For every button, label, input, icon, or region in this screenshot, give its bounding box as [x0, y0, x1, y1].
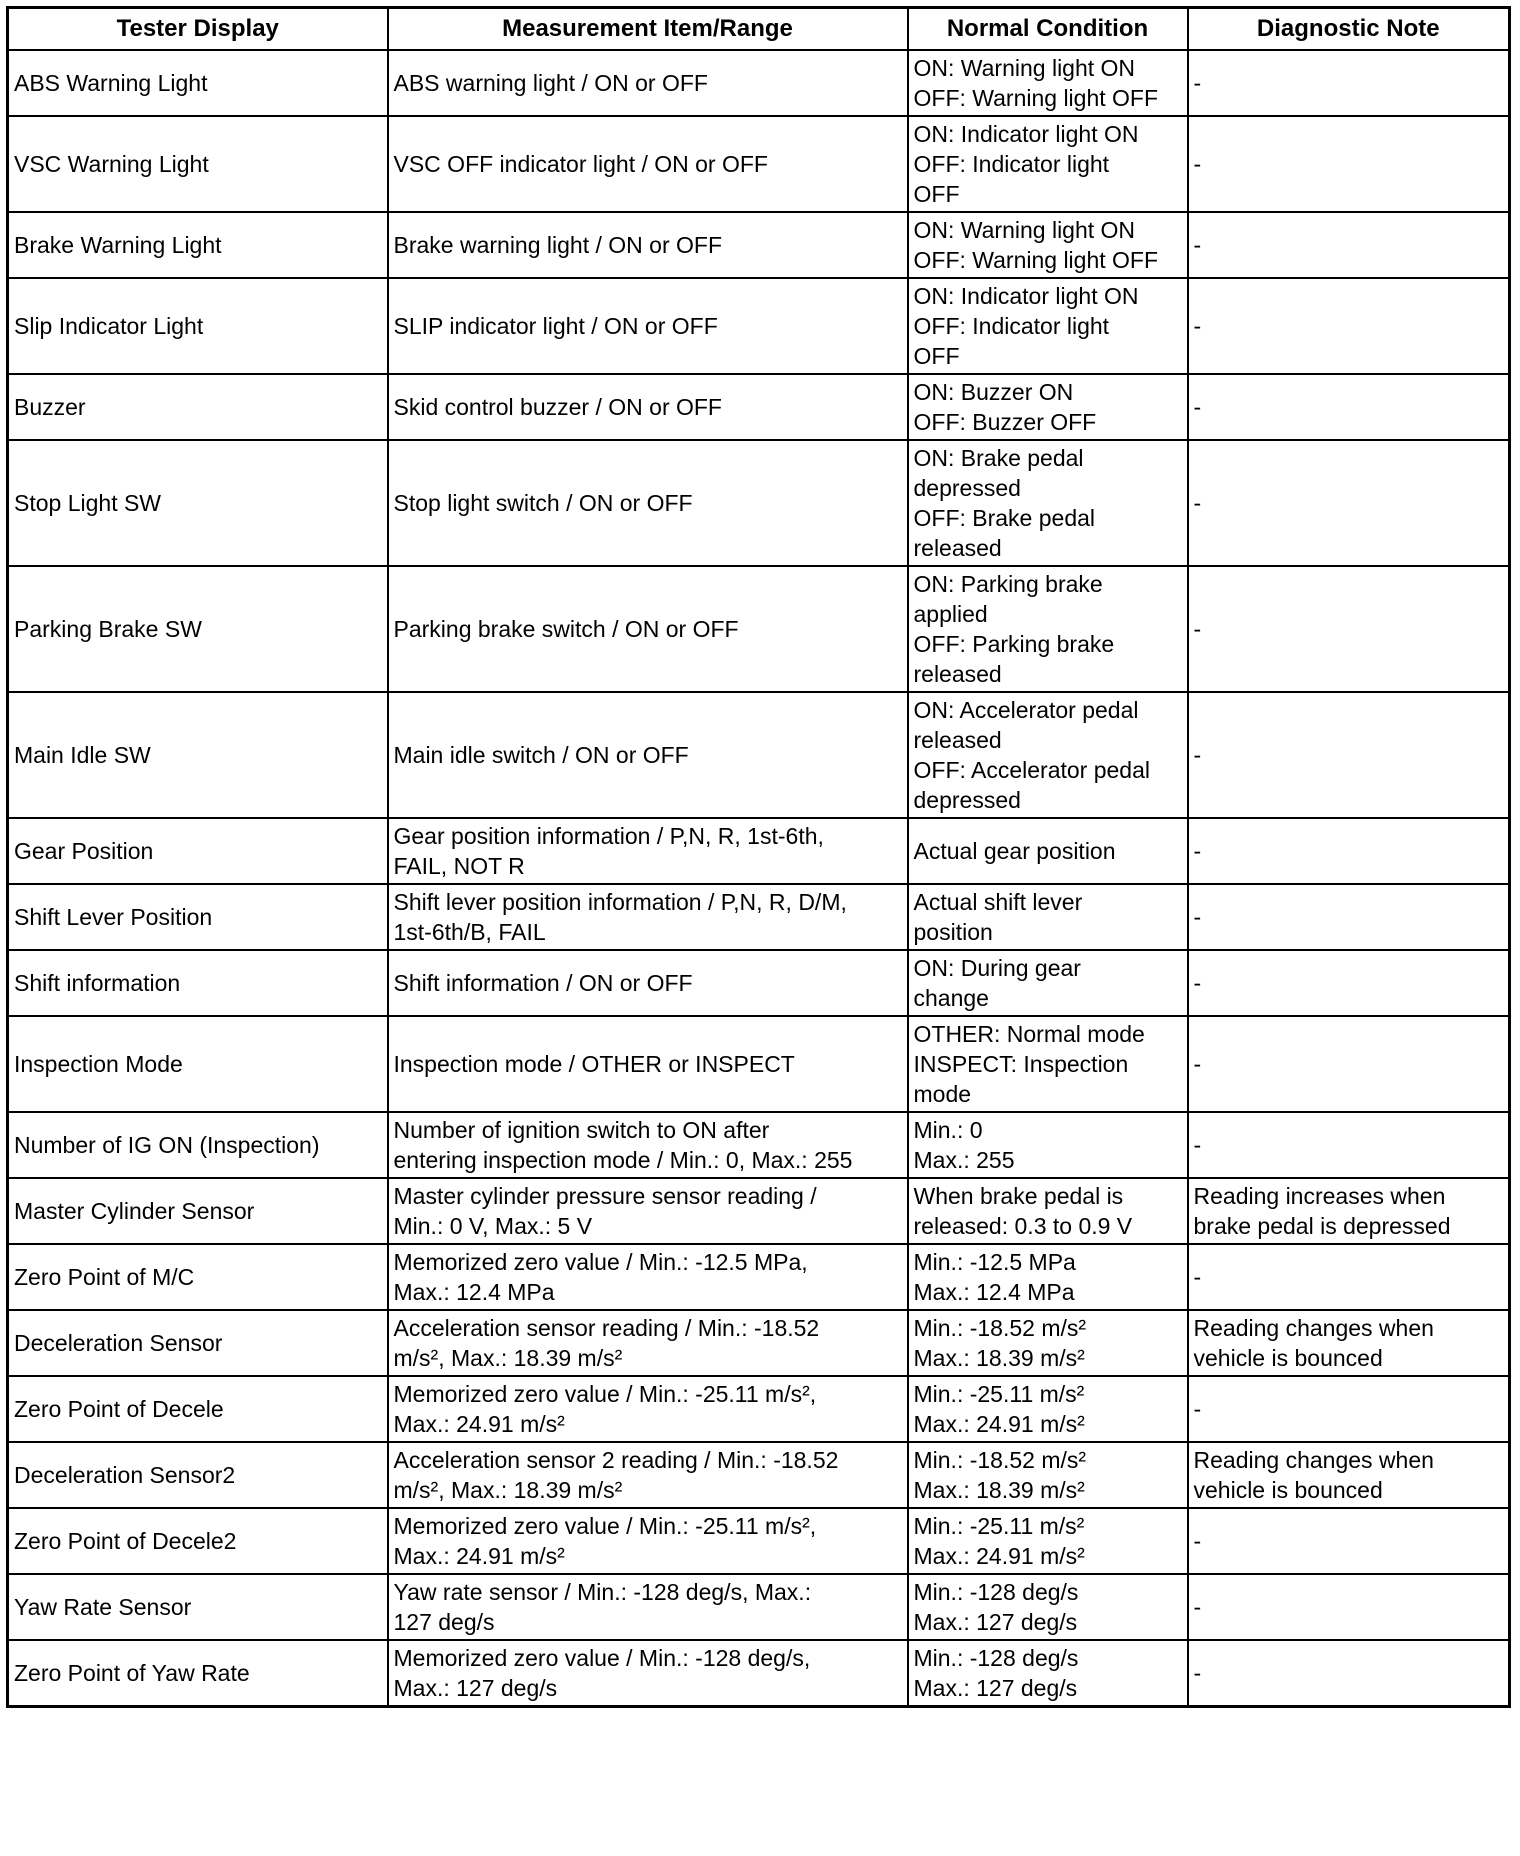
table-row	[8, 212, 1510, 278]
cell-tester-display: Brake Warning Light	[8, 212, 388, 278]
cell-diagnostic-note: -	[1188, 692, 1510, 818]
cell-diagnostic-note: -	[1188, 116, 1510, 212]
cell-tester-display: Zero Point of Decele2	[8, 1508, 388, 1574]
cell-measurement-item: Acceleration sensor reading / Min.: -18.52 m/s², Max.: 18.39 m/s²	[388, 1310, 908, 1376]
cell-diagnostic-note: -	[1188, 1016, 1510, 1112]
cell-tester-display: Zero Point of Decele	[8, 1376, 388, 1442]
cell-measurement-item: Stop light switch / ON or OFF	[388, 440, 908, 566]
table-row	[8, 1310, 1510, 1376]
cell-tester-display: Zero Point of Yaw Rate	[8, 1640, 388, 1707]
cell-diagnostic-note: -	[1188, 1640, 1510, 1707]
cell-diagnostic-note: -	[1188, 440, 1510, 566]
cell-measurement-item: SLIP indicator light / ON or OFF	[388, 278, 908, 374]
table-row	[8, 1574, 1510, 1640]
cell-diagnostic-note: -	[1188, 1574, 1510, 1640]
cell-measurement-item: Master cylinder pressure sensor reading / Min.: 0 V, Max.: 5 V	[388, 1178, 908, 1244]
cell-measurement-item: Inspection mode / OTHER or INSPECT	[388, 1016, 908, 1112]
cell-measurement-item: Gear position information / P,N, R, 1st-6th, FAIL, NOT R	[388, 818, 908, 884]
cell-measurement-item: VSC OFF indicator light / ON or OFF	[388, 116, 908, 212]
cell-tester-display: Deceleration Sensor2	[8, 1442, 388, 1508]
cell-measurement-item: ABS warning light / ON or OFF	[388, 50, 908, 116]
cell-diagnostic-note: -	[1188, 1244, 1510, 1310]
cell-diagnostic-note: -	[1188, 818, 1510, 884]
table-row	[8, 692, 1510, 818]
cell-normal-condition: Actual gear position	[908, 818, 1188, 884]
cell-normal-condition: OTHER: Normal mode INSPECT: Inspection mode	[908, 1016, 1188, 1112]
table-row	[8, 566, 1510, 692]
cell-measurement-item: Shift lever position information / P,N, R, D/M, 1st-6th/B, FAIL	[388, 884, 908, 950]
cell-diagnostic-note: -	[1188, 50, 1510, 116]
cell-diagnostic-note: -	[1188, 566, 1510, 692]
cell-normal-condition: ON: Warning light ON OFF: Warning light OFF	[908, 50, 1188, 116]
cell-measurement-item: Skid control buzzer / ON or OFF	[388, 374, 908, 440]
table-row	[8, 1640, 1510, 1707]
cell-tester-display: VSC Warning Light	[8, 116, 388, 212]
cell-diagnostic-note: -	[1188, 212, 1510, 278]
table-row	[8, 50, 1510, 116]
header-diagnostic-note: Diagnostic Note	[1188, 8, 1510, 51]
cell-measurement-item: Number of ignition switch to ON after entering inspection mode / Min.: 0, Max.: 255	[388, 1112, 908, 1178]
cell-diagnostic-note: -	[1188, 1112, 1510, 1178]
cell-tester-display: Parking Brake SW	[8, 566, 388, 692]
cell-normal-condition: When brake pedal is released: 0.3 to 0.9 V	[908, 1178, 1188, 1244]
table-header	[8, 8, 1510, 51]
cell-measurement-item: Acceleration sensor 2 reading / Min.: -18.52 m/s², Max.: 18.39 m/s²	[388, 1442, 908, 1508]
cell-diagnostic-note: Reading changes when vehicle is bounced	[1188, 1310, 1510, 1376]
cell-tester-display: Stop Light SW	[8, 440, 388, 566]
cell-tester-display: Shift information	[8, 950, 388, 1016]
cell-normal-condition: Min.: -12.5 MPa Max.: 12.4 MPa	[908, 1244, 1188, 1310]
cell-normal-condition: Min.: -25.11 m/s² Max.: 24.91 m/s²	[908, 1376, 1188, 1442]
cell-normal-condition: ON: Indicator light ON OFF: Indicator light OFF	[908, 116, 1188, 212]
cell-tester-display: Inspection Mode	[8, 1016, 388, 1112]
table-row	[8, 278, 1510, 374]
cell-normal-condition: ON: Accelerator pedal released OFF: Accelerator pedal depressed	[908, 692, 1188, 818]
table-row	[8, 1178, 1510, 1244]
table-row	[8, 1112, 1510, 1178]
header-measurement-item: Measurement Item/Range	[388, 8, 908, 51]
cell-diagnostic-note: -	[1188, 1508, 1510, 1574]
cell-measurement-item: Shift information / ON or OFF	[388, 950, 908, 1016]
table-row	[8, 884, 1510, 950]
header-tester-display: Tester Display	[8, 8, 388, 51]
cell-normal-condition: Min.: -18.52 m/s² Max.: 18.39 m/s²	[908, 1442, 1188, 1508]
table-row	[8, 374, 1510, 440]
table-row	[8, 1016, 1510, 1112]
document-page	[6, 6, 1508, 1708]
cell-tester-display: Number of IG ON (Inspection)	[8, 1112, 388, 1178]
cell-tester-display: Zero Point of M/C	[8, 1244, 388, 1310]
cell-normal-condition: Min.: 0 Max.: 255	[908, 1112, 1188, 1178]
cell-tester-display: Gear Position	[8, 818, 388, 884]
cell-tester-display: ABS Warning Light	[8, 50, 388, 116]
cell-diagnostic-note: -	[1188, 884, 1510, 950]
cell-tester-display: Slip Indicator Light	[8, 278, 388, 374]
cell-normal-condition: ON: Warning light ON OFF: Warning light OFF	[908, 212, 1188, 278]
cell-diagnostic-note: Reading changes when vehicle is bounced	[1188, 1442, 1510, 1508]
table-row	[8, 1244, 1510, 1310]
cell-normal-condition: Min.: -128 deg/s Max.: 127 deg/s	[908, 1640, 1188, 1707]
cell-measurement-item: Memorized zero value / Min.: -128 deg/s, Max.: 127 deg/s	[388, 1640, 908, 1707]
table-row	[8, 1442, 1510, 1508]
cell-normal-condition: ON: Buzzer ON OFF: Buzzer OFF	[908, 374, 1188, 440]
cell-normal-condition: ON: During gear change	[908, 950, 1188, 1016]
cell-tester-display: Buzzer	[8, 374, 388, 440]
cell-measurement-item: Memorized zero value / Min.: -12.5 MPa, Max.: 12.4 MPa	[388, 1244, 908, 1310]
cell-normal-condition: ON: Parking brake applied OFF: Parking brake released	[908, 566, 1188, 692]
cell-tester-display: Master Cylinder Sensor	[8, 1178, 388, 1244]
cell-diagnostic-note: -	[1188, 278, 1510, 374]
table-body	[8, 50, 1510, 1707]
header-normal-condition: Normal Condition	[908, 8, 1188, 51]
cell-tester-display: Shift Lever Position	[8, 884, 388, 950]
cell-measurement-item: Memorized zero value / Min.: -25.11 m/s², Max.: 24.91 m/s²	[388, 1508, 908, 1574]
cell-measurement-item: Yaw rate sensor / Min.: -128 deg/s, Max.: 127 deg/s	[388, 1574, 908, 1640]
table-row	[8, 440, 1510, 566]
table-row	[8, 1508, 1510, 1574]
cell-measurement-item: Memorized zero value / Min.: -25.11 m/s², Max.: 24.91 m/s²	[388, 1376, 908, 1442]
cell-normal-condition: Min.: -25.11 m/s² Max.: 24.91 m/s²	[908, 1508, 1188, 1574]
cell-normal-condition: Min.: -18.52 m/s² Max.: 18.39 m/s²	[908, 1310, 1188, 1376]
cell-diagnostic-note: Reading increases when brake pedal is depressed	[1188, 1178, 1510, 1244]
cell-diagnostic-note: -	[1188, 374, 1510, 440]
table-row	[8, 1376, 1510, 1442]
cell-normal-condition: ON: Brake pedal depressed OFF: Brake pedal released	[908, 440, 1188, 566]
cell-tester-display: Deceleration Sensor	[8, 1310, 388, 1376]
cell-normal-condition: ON: Indicator light ON OFF: Indicator light OFF	[908, 278, 1188, 374]
cell-normal-condition: Actual shift lever position	[908, 884, 1188, 950]
cell-tester-display: Yaw Rate Sensor	[8, 1574, 388, 1640]
cell-measurement-item: Brake warning light / ON or OFF	[388, 212, 908, 278]
cell-measurement-item: Main idle switch / ON or OFF	[388, 692, 908, 818]
cell-diagnostic-note: -	[1188, 1376, 1510, 1442]
table-row	[8, 818, 1510, 884]
cell-normal-condition: Min.: -128 deg/s Max.: 127 deg/s	[908, 1574, 1188, 1640]
header-row	[8, 8, 1510, 51]
cell-diagnostic-note: -	[1188, 950, 1510, 1016]
table-row	[8, 116, 1510, 212]
cell-measurement-item: Parking brake switch / ON or OFF	[388, 566, 908, 692]
diagnostic-data-table	[6, 6, 1511, 1708]
cell-tester-display: Main Idle SW	[8, 692, 388, 818]
table-row	[8, 950, 1510, 1016]
